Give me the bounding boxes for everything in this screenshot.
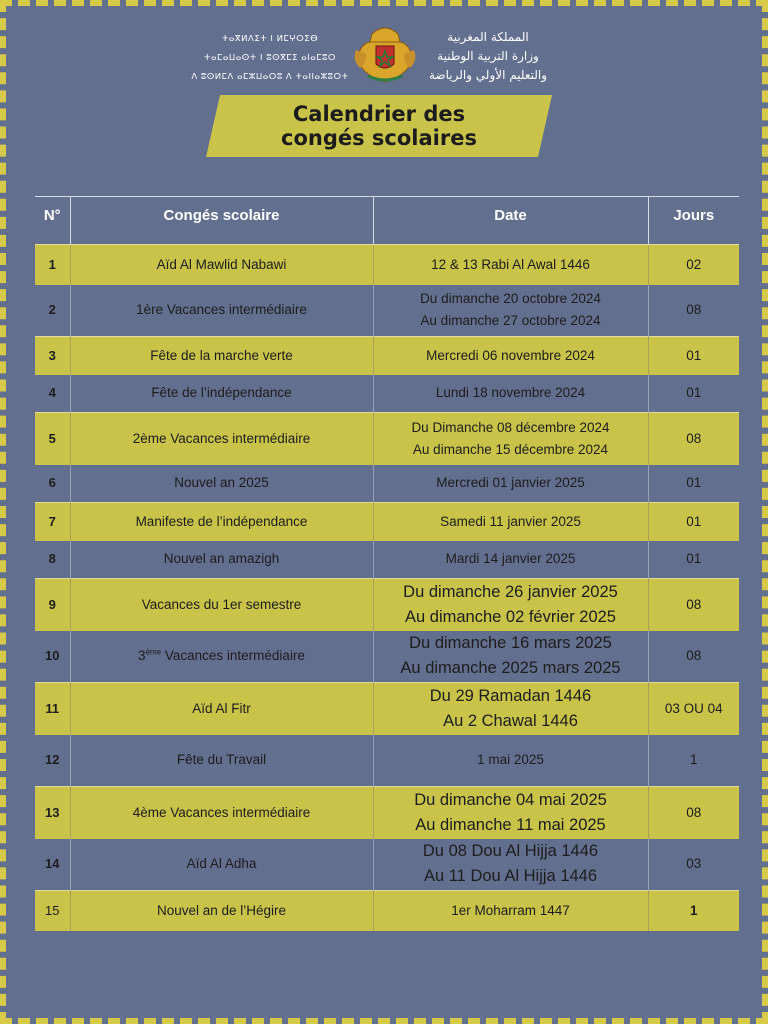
column-header-days: Jours [648, 197, 739, 245]
date-line: 1er Moharram 1447 [451, 902, 570, 918]
date-line: Lundi 18 novembre 2024 [435, 385, 586, 401]
date-line: Mardi 14 janvier 2025 [445, 551, 576, 567]
row-number: 14 [45, 856, 60, 872]
coat-of-arms-logo [350, 24, 420, 86]
table-row [35, 503, 739, 541]
column-header-holiday: Congés scolaire [70, 197, 373, 245]
title-line: Calendrier des [292, 102, 466, 126]
row-number: 3 [35, 337, 70, 375]
table-row [35, 541, 739, 579]
holiday-days: 02 [648, 245, 739, 285]
date-line: Au 2 Chawal 1446 [443, 711, 578, 730]
table-row [35, 465, 739, 503]
holiday-name: Vacances du 1er semestre [70, 579, 373, 631]
holiday-name: Nouvel an de l’Hégire [70, 891, 373, 931]
holiday-days: 08 [648, 579, 739, 631]
title-banner [206, 95, 552, 157]
table-row [35, 735, 739, 787]
table-row [35, 245, 739, 285]
tifinagh-line: ⴷ ⵓⵙⵍⵎⴷ ⴰⵎⵣⵡⴰⵔⵓ ⴷ ⵜⴰⵏⵏⴰⵣⵓⵔⵜ [191, 72, 349, 82]
date-line: 1 mai 2025 [477, 752, 544, 768]
holiday-date [373, 375, 648, 413]
page-title [206, 95, 552, 157]
row-number: 13 [35, 787, 70, 839]
table-row [35, 413, 739, 465]
row-number: 2 [48, 302, 56, 318]
date-line: 12 & 13 Rabi Al Awal 1446 [431, 256, 590, 272]
holiday-date [373, 579, 648, 631]
date-line: Au dimanche 02 février 2025 [405, 607, 616, 626]
holiday-date [373, 891, 648, 931]
holiday-name: Fête de l’indépendance [70, 375, 373, 413]
holiday-name: 1ère Vacances intermédiaire [70, 285, 373, 337]
table-row [35, 631, 739, 683]
holiday-name-text: Vacances intermédiaire [161, 648, 305, 664]
holiday-date [373, 735, 648, 787]
date-line: Du 08 Dou Al Hijja 1446 [422, 842, 599, 861]
holiday-date [373, 787, 648, 839]
holiday-days: 08 [648, 285, 739, 337]
arabic-line: والتعليم الأولي والرياضة [428, 68, 548, 82]
holiday-days: 03 [648, 839, 739, 891]
date-line: Au dimanche 15 décembre 2024 [412, 441, 609, 457]
date-line: Au 11 Dou Al Hijja 1446 [423, 867, 598, 886]
date-line: Du dimanche 26 janvier 2025 [403, 582, 618, 601]
tifinagh-text [190, 30, 350, 87]
table-row [35, 285, 739, 337]
row-number: 10 [45, 648, 60, 664]
date-line: Du dimanche 16 mars 2025 [409, 634, 612, 653]
ordinal-number: 3 [138, 648, 146, 664]
holiday-date [373, 839, 648, 891]
date-line: Du dimanche 04 mai 2025 [414, 790, 607, 809]
row-number: 11 [35, 683, 70, 735]
date-line: Au dimanche 27 octobre 2024 [420, 313, 601, 329]
date-line: Du 29 Ramadan 1446 [429, 686, 592, 705]
holiday-name: Aïd Al Mawlid Nabawi [70, 245, 373, 285]
holiday-days: 01 [648, 375, 739, 413]
date-line: Mercredi 06 novembre 2024 [426, 347, 595, 363]
tifinagh-line: ⵜⴰⴳⵍⴷⵉⵜ ⵏ ⵍⵎⵖⵔⵉⴱ [221, 34, 319, 44]
table-row [35, 839, 739, 891]
ordinal-suffix: ème [145, 647, 162, 657]
holiday-days: 01 [648, 337, 739, 375]
holiday-name: Nouvel an 2025 [70, 465, 373, 503]
column-header-number: N° [35, 197, 70, 245]
holiday-date [373, 503, 648, 541]
holiday-date [373, 337, 648, 375]
holiday-date [373, 465, 648, 503]
row-number: 8 [48, 551, 56, 567]
arabic-line: وزارة التربية الوطنية [437, 49, 539, 63]
holiday-date [373, 285, 648, 337]
holiday-days: 08 [648, 413, 739, 465]
holiday-date [373, 541, 648, 579]
table-row [35, 337, 739, 375]
holiday-table [35, 196, 739, 931]
date-line: Au dimanche 11 mai 2025 [415, 815, 606, 834]
holiday-name: Manifeste de l’indépendance [70, 503, 373, 541]
row-number: 7 [35, 503, 70, 541]
holiday-name: Aïd Al Fitr [70, 683, 373, 735]
holiday-days: 1 [648, 735, 739, 787]
title-line: congés scolaires [281, 126, 477, 150]
table-row [35, 891, 739, 931]
holiday-days: 01 [648, 465, 739, 503]
holiday-days: 01 [648, 503, 739, 541]
table-row [35, 375, 739, 413]
row-number: 1 [35, 245, 70, 285]
arabic-line: المملكة المغربية [447, 30, 529, 44]
date-line: Mercredi 01 janvier 2025 [436, 475, 585, 491]
holiday-name: Fête de la marche verte [70, 337, 373, 375]
holiday-name: 2ème Vacances intermédiaire [70, 413, 373, 465]
row-number: 12 [45, 752, 60, 768]
holiday-days: 08 [648, 631, 739, 683]
holiday-date [373, 245, 648, 285]
holiday-days: 08 [648, 787, 739, 839]
holiday-days: 03 OU 04 [648, 683, 739, 735]
tifinagh-line: ⵜⴰⵎⴰⵡⴰⵙⵜ ⵏ ⵓⵙⴳⵎⵉ ⴰⵏⴰⵎⵓⵔ [204, 53, 336, 63]
date-line: Au dimanche 2025 mars 2025 [400, 659, 621, 678]
holiday-date [373, 631, 648, 683]
date-line: Du Dimanche 08 décembre 2024 [411, 419, 610, 435]
holiday-date [373, 683, 648, 735]
date-line: Du dimanche 20 octobre 2024 [420, 291, 601, 307]
holiday-days: 01 [648, 541, 739, 579]
row-number: 15 [35, 891, 70, 931]
row-number: 9 [35, 579, 70, 631]
holiday-name [70, 631, 373, 683]
row-number: 5 [35, 413, 70, 465]
holiday-days: 1 [648, 891, 739, 931]
table-header-row [35, 197, 739, 245]
table-row [35, 683, 739, 735]
ministry-header [0, 24, 768, 84]
table-row [35, 579, 739, 631]
row-number: 6 [48, 475, 56, 491]
date-line: Samedi 11 janvier 2025 [440, 513, 581, 529]
holiday-name: Fête du Travail [70, 735, 373, 787]
table-row [35, 787, 739, 839]
holiday-name: Aïd Al Adha [70, 839, 373, 891]
holiday-name: Nouvel an amazigh [70, 541, 373, 579]
arabic-text [418, 28, 558, 85]
column-header-date: Date [373, 197, 648, 245]
holiday-date [373, 413, 648, 465]
holiday-name: 4ème Vacances intermédiaire [70, 787, 373, 839]
row-number: 4 [48, 385, 56, 401]
